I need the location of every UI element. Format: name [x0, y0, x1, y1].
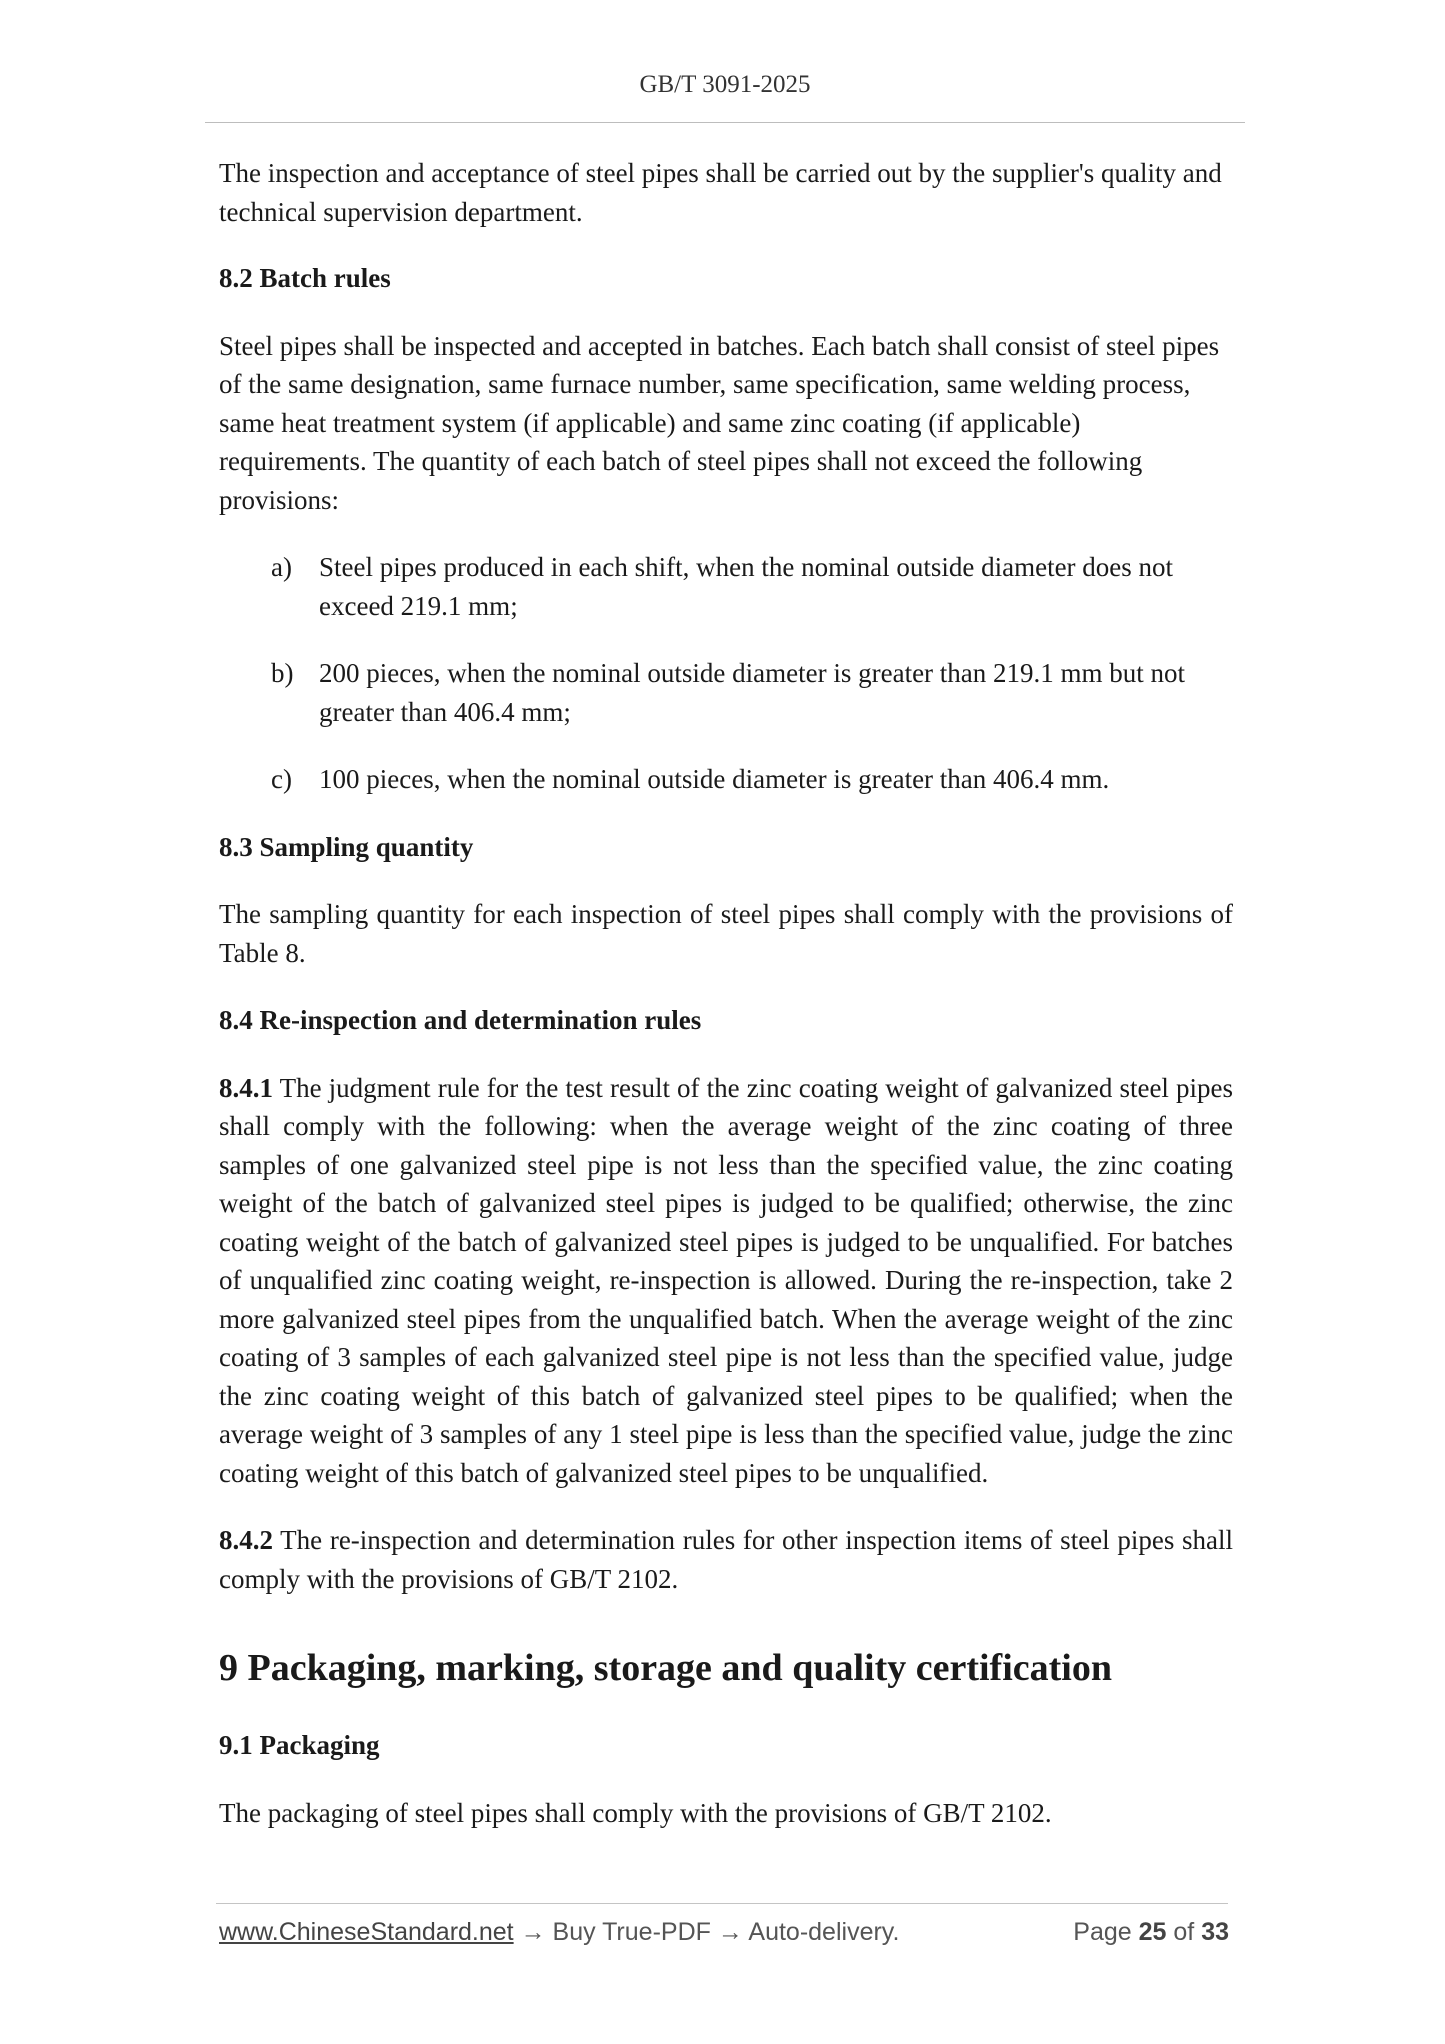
- clause-8-4-1: [219, 1069, 1233, 1493]
- clause-number: 8.4.1: [219, 1072, 273, 1103]
- clause-8-4-2: [219, 1521, 1233, 1598]
- list-item-text: Steel pipes produced in each shift, when the nominal outside diameter does not exceed 219.1 mm;: [319, 552, 1174, 621]
- header-divider: [205, 122, 1245, 123]
- list-item-label: c): [271, 764, 292, 794]
- section-9-1-body: The packaging of steel pipes shall comply with the provisions of GB/T 2102.: [219, 1797, 1052, 1828]
- section-8-3-heading: 8.3 Sampling quantity: [219, 831, 474, 862]
- clause-text: The re-inspection and determination rules for other inspection items of steel pipes shall comply with the provisions of GB/T 2102.: [219, 1525, 1233, 1594]
- section-9-1-heading: 9.1 Packaging: [219, 1730, 380, 1760]
- footer-tagline: → Buy True-PDF → Auto-delivery.: [513, 1918, 900, 1946]
- section-8-2-heading: 8.2 Batch rules: [219, 263, 391, 293]
- section-8-4-heading: 8.4 Re-inspection and determination rules: [219, 1005, 702, 1035]
- list-item: [271, 760, 1233, 799]
- footer-divider: [216, 1903, 1228, 1904]
- total-pages: 33: [1201, 1918, 1229, 1946]
- running-header: GB/T 3091-2025: [639, 71, 811, 98]
- intro-paragraph: The inspection and acceptance of steel pipes shall be carried out by the supplier's quality and technical supervision department.: [219, 158, 1222, 227]
- section-8-3-body: The sampling quantity for each inspection of steel pipes shall comply with the provisions of Table 8.: [219, 899, 1233, 968]
- website-link[interactable]: www.ChineseStandard.net: [219, 1918, 514, 1946]
- clause-number: 8.4.2: [219, 1525, 273, 1555]
- section-8-2-body: Steel pipes shall be inspected and accepted in batches. Each batch shall consist of steel pipes of the same designation, same furnace number, same specification, same welding process, same heat treatment system (if applicable) and same zinc coating (if applicable) requirements. The quantity of each batch of steel pipes shall not exceed the following provisions:: [219, 330, 1220, 515]
- page-indicator: [1073, 1918, 1229, 1947]
- list-item: [271, 548, 1233, 625]
- page-content: [219, 154, 1233, 1832]
- of-word: of: [1173, 1918, 1195, 1946]
- clause-text: The judgment rule for the test result of the zinc coating weight of galvanized steel pipes shall comply with the following: when the average weight of the zinc coating of three samples of one galvanized steel pipe is not less than the specified value, the zinc coating weight of the batch of galvanized steel pipes is judged to be qualified; otherwise, the zinc coating weight of the batch of galvanized steel pipes is judged to be unqualified. For batches of unqualified zinc coating weight, re-inspection is allowed. During the re-inspection, take 2 more galvanized steel pipes from the unqualified batch. When the average weight of the zinc coating of 3 samples of each galvanized steel pipe is not less than the specified value, judge the zinc coating weight of this batch of galvanized steel pipes to be qualified; when the average weight of 3 samples of any 1 steel pipe is less than the specified value, judge the zinc coating weight of this batch of galvanized steel pipes to be unqualified.: [219, 1072, 1233, 1488]
- list-item-label: a): [271, 552, 292, 582]
- current-page-number: 25: [1138, 1918, 1167, 1946]
- chapter-9-heading: 9 Packaging, marking, storage and quality certification: [219, 1647, 1112, 1689]
- footer-promo: [219, 1918, 899, 1947]
- page-word: Page: [1073, 1918, 1132, 1946]
- list-item: [271, 654, 1233, 731]
- list-item-label: b): [271, 658, 294, 688]
- list-item-text: 200 pieces, when the nominal outside diameter is greater than 219.1 mm but not greater than 406.4 mm;: [319, 658, 1186, 727]
- list-item-text: 100 pieces, when the nominal outside diameter is greater than 406.4 mm.: [319, 764, 1110, 794]
